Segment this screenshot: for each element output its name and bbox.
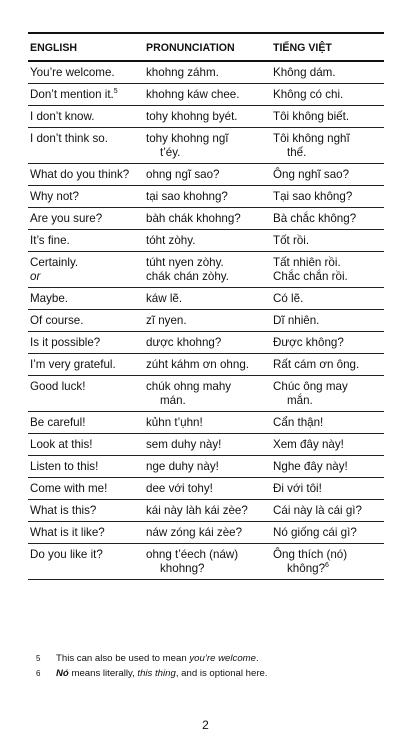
english-cell: Certainly. or <box>30 256 79 283</box>
table-row <box>28 186 384 208</box>
table-row <box>28 230 384 252</box>
vietnamese-cell: Tại sao không? <box>273 190 353 203</box>
vietnamese-cell: Dĩ nhiên. <box>273 314 320 327</box>
header-pronunciation: PRONUNCIATION <box>146 42 235 54</box>
table-row <box>28 456 384 478</box>
table-row <box>28 62 384 84</box>
table-row <box>28 500 384 522</box>
table-row <box>28 434 384 456</box>
pronunciation-cell: ohng t’éech (náw) khohng? <box>146 548 239 575</box>
english-cell: It’s fine. <box>30 234 70 247</box>
pronunciation-cell: kủhn t’ụhn! <box>146 416 203 429</box>
header-vietnamese: TIẾNG VIỆT <box>273 42 332 54</box>
table-row <box>28 164 384 186</box>
pronunciation-cell: bàh chák khohng? <box>146 212 241 225</box>
english-cell: What is it like? <box>30 526 105 539</box>
vietnamese-cell: Cái này là cái gì? <box>273 504 362 517</box>
pronunciation-cell: náw zóng kái zèe? <box>146 526 243 539</box>
english-cell: I don’t think so. <box>30 132 108 145</box>
vietnamese-cell: Không dám. <box>273 66 336 79</box>
vietnamese-cell: Tất nhiên rồi. Chắc chắn rồi. <box>273 256 348 283</box>
table-body <box>28 62 384 580</box>
english-cell: Come with me! <box>30 482 108 495</box>
english-cell: You’re welcome. <box>30 66 115 79</box>
pronunciation-cell: khohng káw chee. <box>146 88 240 101</box>
english-cell: Are you sure? <box>30 212 103 225</box>
vietnamese-cell: Nó giống cái gì? <box>273 526 357 539</box>
table-row <box>28 478 384 500</box>
english-cell: Maybe. <box>30 292 69 305</box>
pronunciation-cell: kái này làh kái zèe? <box>146 504 248 517</box>
english-cell: Do you like it? <box>30 548 103 561</box>
pronunciation-cell: dược khohng? <box>146 336 222 349</box>
pronunciation-cell: zĩ nyen. <box>146 314 187 327</box>
english-cell: Is it possible? <box>30 336 101 349</box>
pronunciation-cell: káw lẽ. <box>146 292 183 305</box>
english-cell: Good luck! <box>30 380 86 393</box>
table-header <box>28 34 384 62</box>
english-cell: I’m very grateful. <box>30 358 116 371</box>
table-row <box>28 544 384 580</box>
table-row <box>28 288 384 310</box>
vietnamese-cell: Tôi không biết. <box>273 110 350 123</box>
footnote-text: This can also be used to mean you’re welcome. <box>56 653 259 664</box>
pronunciation-cell: tại sao khohng? <box>146 190 228 203</box>
table-row <box>28 128 384 164</box>
table-row <box>28 84 384 106</box>
vietnamese-cell: Ông nghĩ sao? <box>273 168 350 181</box>
english-cell: Of course. <box>30 314 84 327</box>
table-row <box>28 354 384 376</box>
english-cell: Don’t mention it.$^5$ <box>30 88 118 101</box>
page-number: 2 <box>202 718 209 732</box>
table-row <box>28 208 384 230</box>
table-row <box>28 412 384 434</box>
pronunciation-cell: tóht zòhy. <box>146 234 196 247</box>
footnote <box>36 651 396 666</box>
english-cell: What do you think? <box>30 168 130 181</box>
table-row <box>28 310 384 332</box>
pronunciation-cell: ohng ngĩ sao? <box>146 168 220 181</box>
vietnamese-cell: Tốt rồi. <box>273 234 310 247</box>
table-row <box>28 376 384 412</box>
vietnamese-cell: Xem đây này! <box>273 438 344 451</box>
pronunciation-cell: tohy khohng ngĩ t’éy. <box>146 132 229 159</box>
vietnamese-cell: Đi với tôi! <box>273 482 322 495</box>
table-row <box>28 522 384 544</box>
footnote-text: Nó means literally, this thing, and is optional here. <box>56 668 268 679</box>
footnotes <box>36 651 396 681</box>
english-cell: What is this? <box>30 504 97 517</box>
vietnamese-cell: Có lẽ. <box>273 292 304 305</box>
pronunciation-cell: zúht káhm ơn ohng. <box>146 358 249 371</box>
vietnamese-cell: Không có chi. <box>273 88 344 101</box>
phrase-table <box>28 32 384 580</box>
vietnamese-cell: Bà chắc không? <box>273 212 357 225</box>
vietnamese-cell: Rất cám ơn ông. <box>273 358 360 371</box>
english-cell: Be careful! <box>30 416 86 429</box>
pronunciation-cell: dee với tohy! <box>146 482 213 495</box>
english-cell: Listen to this! <box>30 460 99 473</box>
header-english: ENGLISH <box>30 42 78 54</box>
vietnamese-cell: Được không? <box>273 336 344 349</box>
pronunciation-cell: túht nyen zòhy. chák chán zòhy. <box>146 256 229 283</box>
pronunciation-cell: khohng záhm. <box>146 66 219 79</box>
vietnamese-cell: Nghe đây này! <box>273 460 348 473</box>
footnote-number: 6 <box>36 669 41 678</box>
english-cell: I don’t know. <box>30 110 95 123</box>
footnote-number: 5 <box>36 654 41 663</box>
pronunciation-cell: chúk ohng mahy mán. <box>146 380 232 407</box>
english-cell: Look at this! <box>30 438 93 451</box>
table-row <box>28 106 384 128</box>
footnote <box>36 666 396 681</box>
vietnamese-cell: Chúc ông may mắn. <box>273 380 348 407</box>
vietnamese-cell: Cẩn thận! <box>273 416 324 429</box>
pronunciation-cell: sem duhy này! <box>146 438 222 451</box>
english-cell: Why not? <box>30 190 79 203</box>
pronunciation-cell: nge duhy này! <box>146 460 219 473</box>
table-row <box>28 252 384 288</box>
vietnamese-cell: Ông thích (nó) không?$^6$ <box>273 548 348 575</box>
vietnamese-cell: Tôi không nghĩ thế. <box>273 132 350 159</box>
table-row <box>28 332 384 354</box>
pronunciation-cell: tohy khohng byét. <box>146 110 238 123</box>
